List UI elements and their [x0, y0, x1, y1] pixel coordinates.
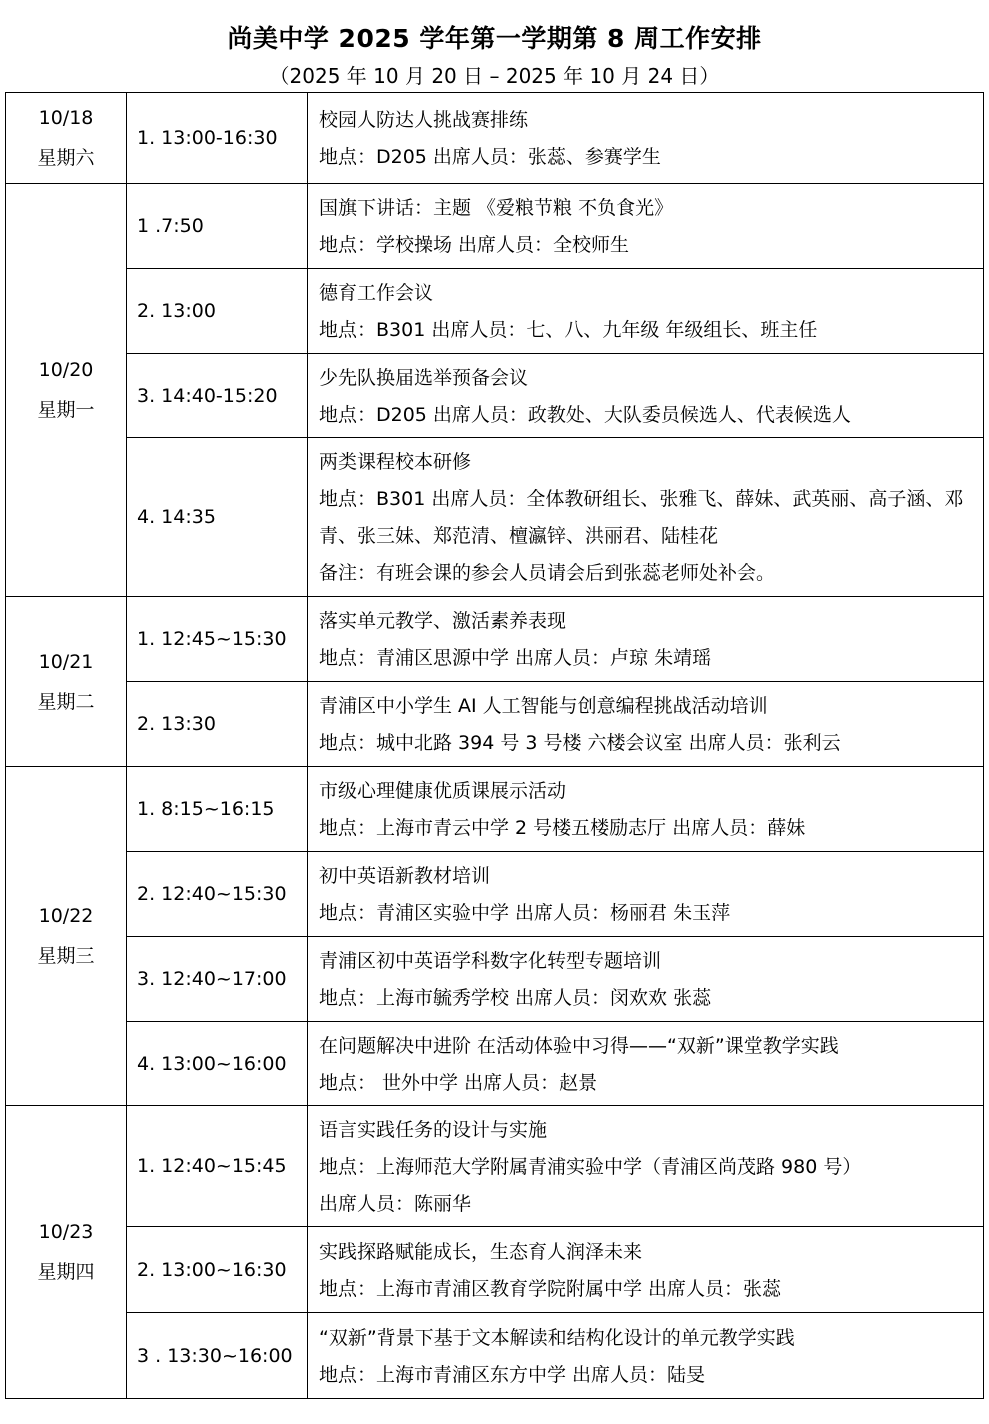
event-cell — [308, 1313, 984, 1399]
event-detail: 地点：上海市毓秀学校 出席人员：闵欢欢 张蕊 — [319, 987, 712, 1009]
day-date: 10/23 — [38, 1221, 94, 1243]
day-cell — [6, 93, 127, 184]
day-cell — [6, 1106, 127, 1399]
time-cell: 3. 12:40~17:00 — [127, 937, 308, 1022]
event-cell — [308, 93, 984, 184]
event-cell — [308, 1227, 984, 1313]
event-detail: 地点：D205 出席人员：张蕊、参赛学生 — [319, 146, 661, 168]
table-row — [6, 184, 984, 269]
event-cell — [308, 1106, 984, 1227]
event-cell — [308, 767, 984, 852]
table-row — [6, 269, 984, 354]
time-cell: 1. 12:45~15:30 — [127, 597, 308, 682]
event-detail: 地点：B301 出席人员：全体教研组长、张雅飞、薛妹、武英丽、高子涵、邓青、张三妹、郑范清、檀瀛锌、洪丽君、陆桂花 — [319, 488, 964, 547]
event-title: 德育工作会议 — [319, 282, 434, 304]
table-row — [6, 767, 984, 852]
event-title: “双新”背景下基于文本解读和结构化设计的单元教学实践 — [319, 1326, 795, 1349]
day-weekday: 星期三 — [37, 945, 95, 967]
table-row — [6, 682, 984, 767]
time-cell: 4. 13:00~16:00 — [127, 1022, 308, 1106]
event-detail: 地点：城中北路 394 号 3 号楼 六楼会议室 出席人员：张利云 — [319, 732, 841, 754]
event-title: 校园人防达人挑战赛排练 — [319, 109, 529, 131]
table-row — [6, 1106, 984, 1227]
event-title: 市级心理健康优质课展示活动 — [319, 780, 567, 802]
event-cell — [308, 852, 984, 937]
event-detail: 地点：学校操场 出席人员：全校师生 — [319, 234, 630, 256]
event-detail: 地点：D205 出席人员：政教处、大队委员候选人、代表候选人 — [319, 403, 851, 426]
event-note: 备注：有班会课的参会人员请会后到张蕊老师处补会。 — [319, 562, 776, 584]
table-row — [6, 93, 984, 184]
event-cell — [308, 184, 984, 269]
table-row — [6, 1227, 984, 1313]
event-title: 少先队换届选举预备会议 — [319, 366, 529, 389]
time-cell: 2. 13:30 — [127, 682, 308, 767]
event-cell — [308, 269, 984, 354]
event-detail: 地点：上海市青浦区东方中学 出席人员：陆旻 — [319, 1363, 706, 1386]
event-cell — [308, 937, 984, 1022]
page-title: 尚美中学 2025 学年第一学期第 8 周工作安排 — [227, 24, 762, 53]
table-row — [6, 438, 984, 597]
table-row — [6, 1022, 984, 1106]
event-detail: 地点：上海市青云中学 2 号楼五楼励志厅 出席人员：薛妹 — [319, 817, 806, 839]
event-detail: 地点： 世外中学 出席人员：赵景 — [319, 1071, 598, 1094]
day-weekday: 星期四 — [37, 1261, 95, 1283]
time-cell: 1. 12:40~15:45 — [127, 1106, 308, 1227]
table-row — [6, 1313, 984, 1399]
time-cell: 1 .7:50 — [127, 184, 308, 269]
date-range-subtitle: （2025 年 10 月 20 日 – 2025 年 10 月 24 日） — [269, 64, 720, 88]
day-weekday: 星期六 — [37, 147, 95, 169]
event-title: 在问题解决中进阶 在活动体验中习得——“双新”课堂教学实践 — [319, 1034, 839, 1057]
event-cell — [308, 354, 984, 438]
event-detail: 地点：上海师范大学附属青浦实验中学（青浦区尚茂路 980 号） — [319, 1155, 862, 1178]
event-detail: 地点：青浦区实验中学 出席人员：杨丽君 朱玉萍 — [319, 902, 731, 924]
event-cell — [308, 438, 984, 597]
event-detail: 地点：青浦区思源中学 出席人员：卢琼 朱靖瑶 — [319, 647, 712, 669]
day-date: 10/20 — [38, 359, 94, 381]
event-title: 语言实践任务的设计与实施 — [319, 1118, 548, 1141]
day-cell — [6, 767, 127, 1106]
event-cell — [308, 1022, 984, 1106]
day-weekday: 星期二 — [37, 690, 95, 713]
time-cell: 2. 13:00 — [127, 269, 308, 354]
table-row — [6, 852, 984, 937]
event-title: 落实单元教学、激活素养表现 — [319, 610, 567, 632]
event-title: 两类课程校本研修 — [319, 451, 472, 473]
table-row — [6, 354, 984, 438]
time-cell: 2. 12:40~15:30 — [127, 852, 308, 937]
event-title: 国旗下讲话：主题 《爱粮节粮 不负食光》 — [319, 197, 674, 219]
table-row — [6, 597, 984, 682]
time-cell: 2. 13:00~16:30 — [127, 1227, 308, 1313]
event-title: 实践探路赋能成长，生态育人润泽未来 — [319, 1240, 643, 1263]
event-cell — [308, 597, 984, 682]
table-row — [6, 937, 984, 1022]
event-attendees: 出席人员：陈丽华 — [319, 1192, 472, 1215]
day-weekday: 星期一 — [37, 399, 95, 421]
event-title: 青浦区初中英语学科数字化转型专题培训 — [319, 950, 662, 972]
day-date: 10/21 — [38, 650, 94, 673]
event-detail: 地点：上海市青浦区教育学院附属中学 出席人员：张蕊 — [319, 1277, 782, 1300]
event-detail: 地点：B301 出席人员：七、八、九年级 年级组长、班主任 — [319, 319, 818, 341]
time-cell: 1. 8:15~16:15 — [127, 767, 308, 852]
event-title: 初中英语新教材培训 — [319, 865, 491, 887]
event-cell — [308, 682, 984, 767]
day-date: 10/18 — [38, 107, 94, 129]
day-date: 10/22 — [38, 905, 94, 927]
schedule-table — [5, 92, 984, 1399]
time-cell: 1. 13:00-16:30 — [127, 93, 308, 184]
time-cell: 3 . 13:30~16:00 — [127, 1313, 308, 1399]
day-cell — [6, 184, 127, 597]
event-title: 青浦区中小学生 AI 人工智能与创意编程挑战活动培训 — [319, 695, 768, 717]
time-cell: 3. 14:40-15:20 — [127, 354, 308, 438]
time-cell: 4. 14:35 — [127, 438, 308, 597]
day-cell — [6, 597, 127, 767]
